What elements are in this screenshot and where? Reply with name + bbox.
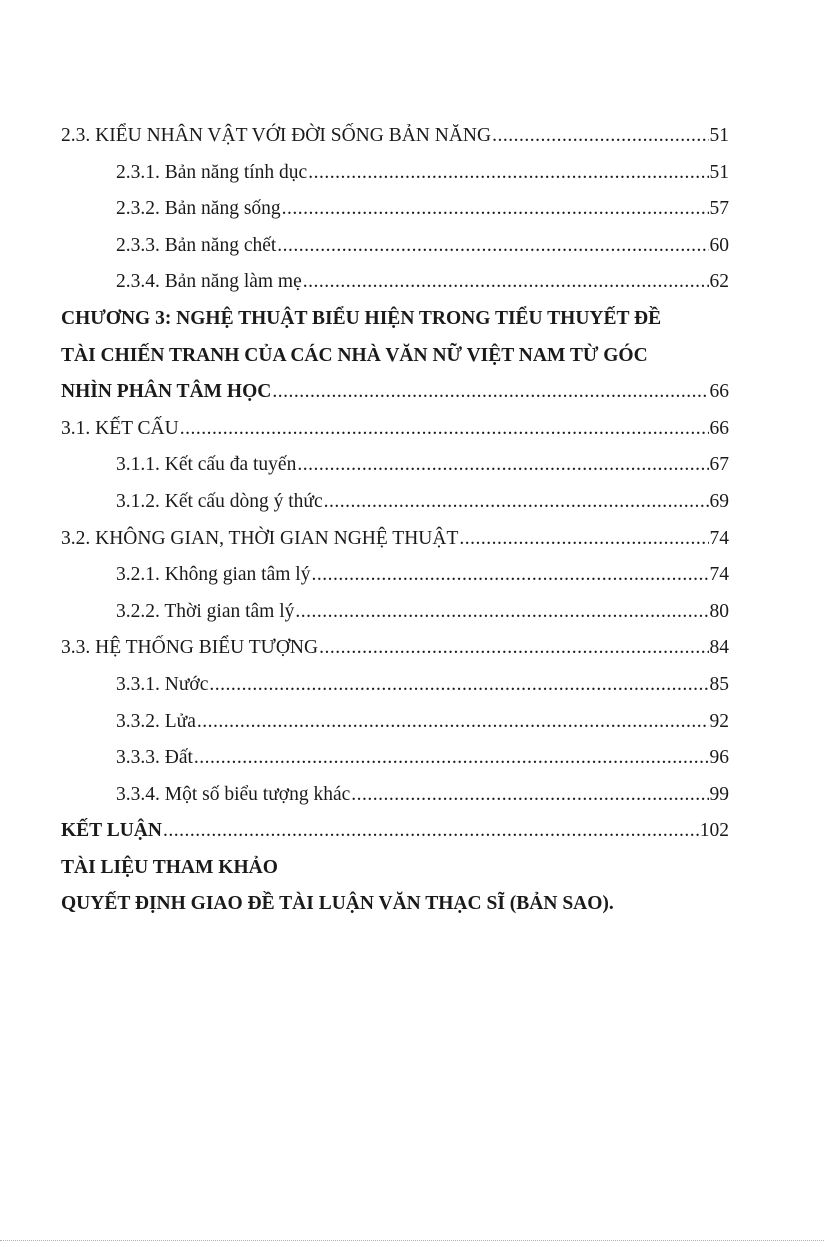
toc-entry-3-3	[61, 630, 729, 667]
toc-entry-page: 67	[709, 454, 729, 476]
toc-entry-title: 3.3.3. Đất	[116, 747, 193, 769]
toc-entry-title: 3.1.2. Kết cấu dòng ý thức	[116, 490, 323, 512]
toc-entry-title: 3.2.2. Thời gian tâm lý	[116, 600, 295, 622]
toc-entry-title: QUYẾT ĐỊNH GIAO ĐỀ TÀI LUẬN VĂN THẠC SĨ (BẢN SAO).	[61, 893, 614, 915]
toc-entry-3-3-1	[61, 667, 729, 704]
toc-entry-3-2-2	[61, 594, 729, 631]
dot-leader	[297, 447, 708, 484]
toc-entry-page: 51	[709, 125, 729, 146]
toc-entry-2-3	[61, 118, 729, 155]
toc-entry-page: 66	[709, 381, 729, 403]
toc-entry-decision-copy	[61, 886, 729, 923]
toc-entry-page: 80	[709, 600, 729, 622]
toc-entry-3-3-4	[61, 777, 729, 814]
dot-leader	[282, 191, 709, 228]
toc-entry-page: 85	[709, 673, 729, 695]
toc-entry-page: 99	[709, 783, 729, 805]
toc-entry-title: KẾT LUẬN	[61, 820, 162, 842]
toc-entry-title: TÀI LIỆU THAM KHẢO	[61, 856, 278, 878]
toc-entry-title: CHƯƠNG 3: NGHỆ THUẬT BIỂU HIỆN TRONG TIỂU THUYẾT ĐỀ	[61, 307, 662, 329]
toc-chapter-3-line-1	[61, 301, 729, 338]
dot-leader	[319, 630, 708, 667]
toc-entry-page: 62	[709, 271, 729, 293]
toc-entry-2-3-1	[61, 155, 729, 192]
toc-entry-2-3-4	[61, 264, 729, 301]
toc-entry-page: 51	[709, 161, 729, 183]
toc-entry-page: 66	[709, 417, 729, 439]
toc-entry-title: 3.2.1. Không gian tâm lý	[116, 564, 311, 586]
toc-entry-3-2	[61, 521, 729, 558]
toc-entry-references	[61, 850, 729, 887]
dot-leader	[492, 118, 708, 155]
table-of-contents	[61, 118, 729, 923]
page-bottom-edge	[0, 1240, 824, 1241]
toc-entry-title: 3.3. HỆ THỐNG BIỂU TƯỢNG	[61, 637, 319, 659]
toc-entry-page: 57	[709, 198, 729, 220]
toc-entry-title: 3.2. KHÔNG GIAN, THỜI GIAN NGHỆ THUẬT	[61, 527, 459, 549]
toc-entry-title: 2.3.2. Bản năng sống	[116, 198, 281, 220]
toc-entry-title: 3.3.2. Lửa	[116, 710, 196, 732]
dot-leader	[308, 155, 708, 192]
toc-entry-title: 2.3.1. Bản năng tính dục	[116, 161, 308, 183]
toc-entry-title: 2.3.4. Bản năng làm mẹ	[116, 271, 302, 293]
toc-entry-3-1-2	[61, 484, 729, 521]
toc-entry-title: 3.3.4. Một số biểu tượng khác	[116, 783, 351, 805]
toc-entry-page: 60	[709, 234, 729, 256]
dot-leader	[197, 704, 709, 741]
toc-entry-page: 84	[709, 637, 729, 659]
dot-leader	[194, 740, 709, 777]
toc-entry-2-3-3	[61, 228, 729, 265]
toc-entry-page: 102	[699, 820, 729, 842]
dot-leader	[163, 813, 699, 850]
toc-entry-3-1-1	[61, 447, 729, 484]
toc-entry-title: TÀI CHIẾN TRANH CỦA CÁC NHÀ VĂN NỮ VIỆT NAM TỪ GÓC	[61, 344, 648, 366]
dot-leader	[180, 411, 709, 448]
dot-leader	[351, 777, 708, 814]
toc-chapter-3-line-2	[61, 338, 729, 375]
dot-leader	[311, 557, 708, 594]
toc-entry-2-3-2	[61, 191, 729, 228]
toc-entry-page: 69	[709, 490, 729, 512]
toc-entry-page: 96	[709, 747, 729, 769]
toc-entry-3-3-2	[61, 704, 729, 741]
dot-leader	[272, 374, 708, 411]
toc-entry-page: 74	[709, 527, 729, 549]
dot-leader	[295, 594, 708, 631]
dot-leader	[459, 521, 708, 558]
toc-entry-title: NHÌN PHÂN TÂM HỌC	[61, 381, 272, 403]
dot-leader	[324, 484, 709, 521]
toc-entry-title: 2.3. KIỂU NHÂN VẬT VỚI ĐỜI SỐNG BẢN NĂNG	[61, 125, 492, 146]
toc-entry-title: 2.3.3. Bản năng chết	[116, 234, 277, 256]
toc-entry-title: 3.1. KẾT CẤU	[61, 417, 179, 439]
toc-chapter-3-line-3	[61, 374, 729, 411]
toc-entry-3-3-3	[61, 740, 729, 777]
toc-entry-page: 92	[709, 710, 729, 732]
toc-entry-3-1	[61, 411, 729, 448]
toc-entry-conclusion	[61, 813, 729, 850]
dot-leader	[303, 264, 709, 301]
dot-leader	[277, 228, 708, 265]
toc-entry-title: 3.3.1. Nước	[116, 673, 209, 695]
dot-leader	[209, 667, 708, 704]
toc-entry-title: 3.1.1. Kết cấu đa tuyến	[116, 454, 297, 476]
toc-entry-page: 74	[709, 564, 729, 586]
toc-entry-3-2-1	[61, 557, 729, 594]
